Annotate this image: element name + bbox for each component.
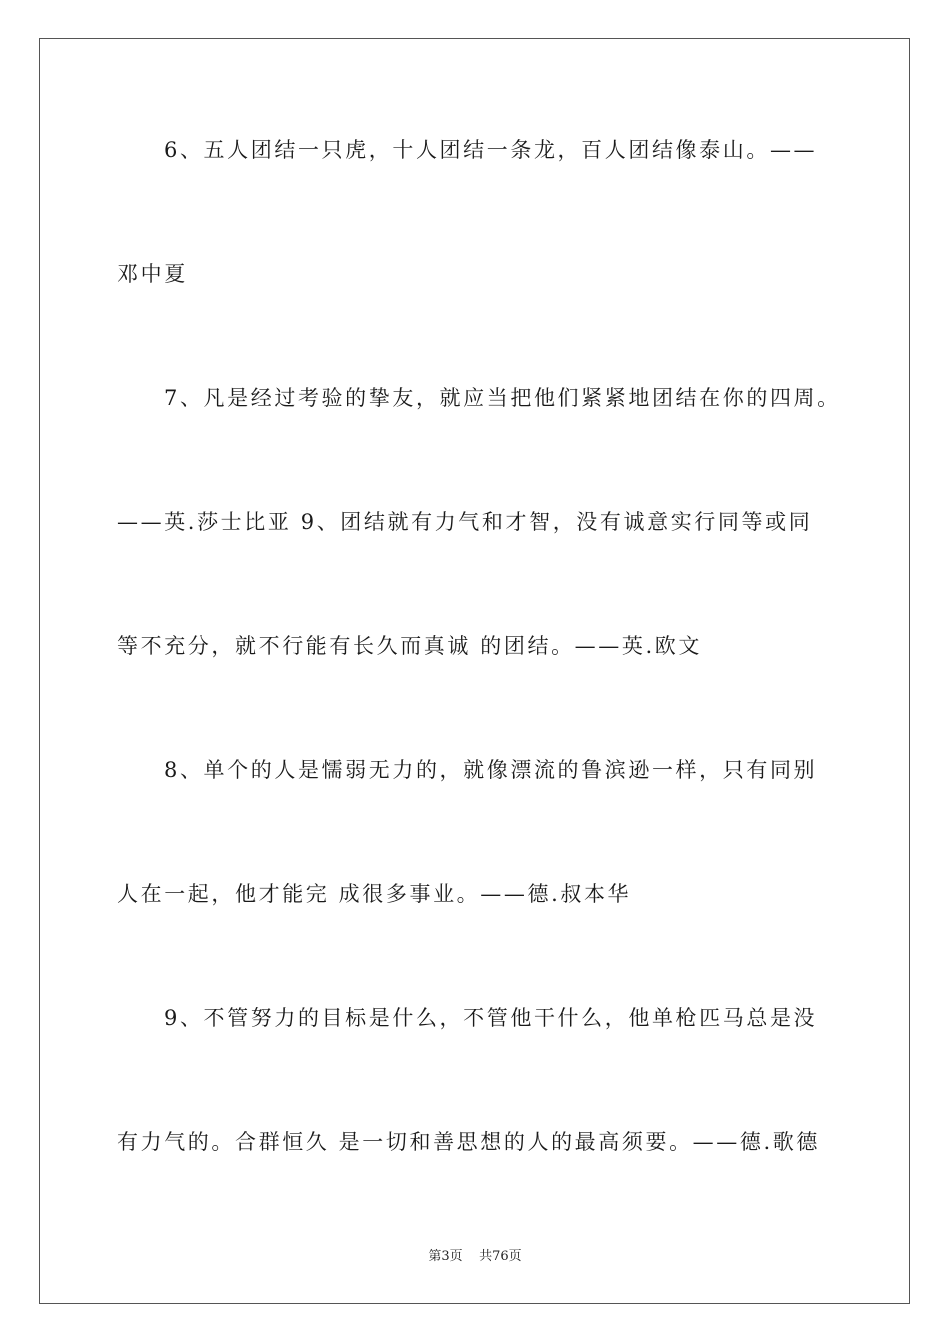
page-footer bbox=[0, 1245, 950, 1264]
text-line-1: 6、五人团结一只虎，十人团结一条龙，百人团结像泰山。—— bbox=[164, 138, 818, 162]
text-line-9: 有力气的。合群恒久 是一切和善思想的人的最高须要。——德.歌德 bbox=[117, 1130, 820, 1154]
page-number: 第3页 bbox=[428, 1249, 463, 1264]
text-line-4: ——英.莎士比亚 9、团结就有力气和才智，没有诚意实行同等或同 bbox=[117, 510, 813, 534]
text-line-6: 8、单个的人是懦弱无力的，就像漂流的鲁滨逊一样，只有同别 bbox=[164, 758, 818, 782]
page-total: 共76页 bbox=[479, 1249, 522, 1264]
text-line-7: 人在一起，他才能完 成很多事业。——德.叔本华 bbox=[117, 882, 632, 906]
text-line-5: 等不充分，就不行能有长久而真诚 的团结。——英.欧文 bbox=[117, 634, 702, 658]
page-border bbox=[39, 38, 910, 1304]
text-line-3: 7、凡是经过考验的挚友，就应当把他们紧紧地团结在你的四周。 bbox=[164, 386, 841, 410]
text-line-8: 9、不管努力的目标是什么，不管他干什么，他单枪匹马总是没 bbox=[164, 1006, 818, 1030]
text-line-2: 邓中夏 bbox=[117, 262, 188, 286]
